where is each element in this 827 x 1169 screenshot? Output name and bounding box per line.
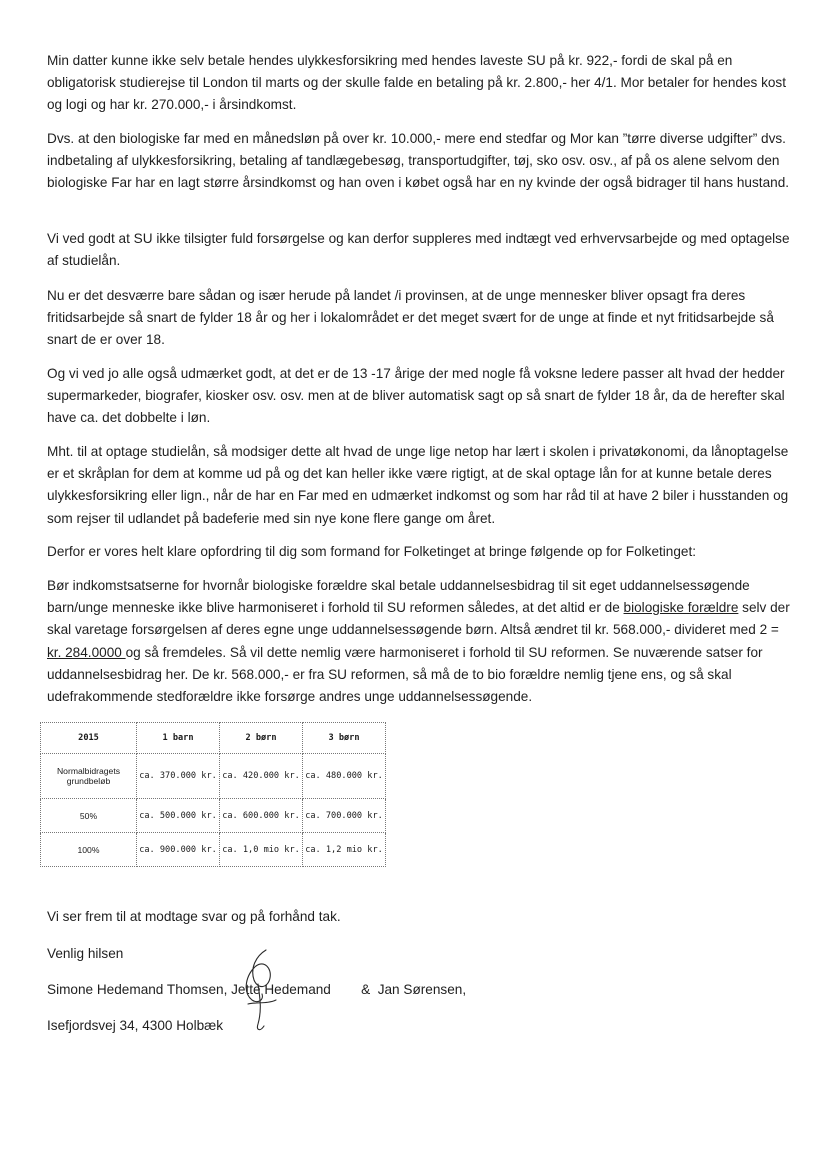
greeting: Venlig hilsen [47,946,124,961]
table-row [41,833,386,867]
table-header: 3 børn [303,723,386,754]
paragraph-6: Mht. til at optage studielån, så modsiger dette alt hvad de unge lige netop har lært i skolen i privatøkonomi, da lånoptagelse er et skråplan for dem at komme ud på og det kan heller ikke være rigtigt, at de skal optage lån for at kunne betale deres ulykkesforsikring eller lign., når de har en Far med en udmærket indkomst og som har råd til at have 2 biler i husstanden og som rejser til udlandet på badeferie med sin nye kone flere gange om året. [47,444,789,526]
paragraph-8 [47,575,792,708]
row-label: 100% [41,833,137,867]
underlined-biological-parents: biologiske forældre [623,600,739,616]
table-row [41,799,386,833]
table-cell: ca. 700.000 kr. [303,799,386,833]
table-cell: ca. 600.000 kr. [220,799,303,833]
paragraph-5: Og vi ved jo alle også udmærket godt, at det er de 13 -17 årige der med nogle få voksne ledere passer alt hvad der hedder supermarkeder, biografer, kiosker osv. osv. men at de bliver automatisk sagt op så snart de fylder 18 år, da de herefter skal have ca. det dobbelte i løn. [47,366,785,426]
paragraph-2: Dvs. at den biologiske far med en månedsløn på over kr. 10.000,- mere end stedfar og Mor kan ”tørre diverse udgifter” dvs. indbetaling af ulykkesforsikring, betaling af tandlægebesøg, transportudgifter, tøj, sko osv. osv., af på os alene selvom den biologiske Far har en lagt større årsindkomst og han oven i købet også har en ny kvinde der også bidrager til hans hustand. [47,131,790,191]
table-cell: ca. 1,0 mio kr. [220,833,303,867]
closing-line: Vi ser frem til at modtage svar og på forhånd tak. [47,909,341,924]
paragraph-7: Derfor er vores helt klare opfordring til dig som formand for Folketinget at bringe følgende op for Folketinget: [47,544,697,559]
underlined-amount: kr. 284.0000 [47,644,126,660]
table-cell: ca. 480.000 kr. [303,754,386,799]
table-cell: ca. 370.000 kr. [137,754,220,799]
table-header: 2015 [41,723,137,754]
row-label: Normalbidragets grundbeløb [41,754,137,799]
handwritten-signature [228,944,290,1036]
paragraph-3: Vi ved godt at SU ikke tilsigter fuld forsørgelse og kan derfor suppleres med indtægt ved erhvervsarbejde og med optagelse af studielån. [47,231,790,269]
paragraph-4: Nu er det desværre bare sådan og især herude på landet /i provinsen, at de unge mennesker bliver opsagt fra deres fritidsarbejde så snart de fylder 18 år og her i lokalområdet er det meget svært for de unge at finde et nyt fritidsarbejde så snart de er over 18. [47,288,774,348]
paragraph-1: Min datter kunne ikke selv betale hendes ulykkesforsikring med hendes laveste SU på kr. 922,- fordi de skal på en obligatorisk studierejse til London til marts og der skulle falde en betaling på kr. 2.800,- her 4/1. Mor betaler for hendes kost og logi og har kr. 270.000,- i årsindkomst. [47,53,787,113]
table-cell: ca. 900.000 kr. [137,833,220,867]
table-cell: ca. 1,2 mio kr. [303,833,386,867]
contribution-table [40,722,386,867]
table-cell: ca. 500.000 kr. [137,799,220,833]
row-label: 50% [41,799,137,833]
table-header: 1 barn [137,723,220,754]
table-header-row [41,723,386,754]
paragraph-8-part-b: selv der skal varetage forsørgelsen af deres egne unge uddannelsessøgende børn. Altså ændret til kr. 568.000,- divideret med 2 = [47,600,790,638]
table-cell: ca. 420.000 kr. [220,754,303,799]
paragraph-8-part-c: og så fremdeles. Så vil dette nemlig være harmoniseret i forhold til SU reformen. Se nuværende satser for uddannelsesbidrag her. De kr. 568.000,- er fra SU reformen, så må de to bio forældre nemlig tjene ens, og så skal udefrakommende stedforældre ikke forsørge andres unge uddannelsessøgende. [47,644,763,705]
table-row [41,754,386,799]
address: Isefjordsvej 34, 4300 Holbæk [47,1018,224,1033]
paragraph-8-part-a: Bør indkomstsatserne for hvornår biologiske forældre skal betale uddannelsesbidrag til sit eget uddannelsessøgende barn/unge menneske ikke blive harmoniseret i forhold til SU reformen således, at det altid er de [47,578,750,616]
table-header: 2 børn [220,723,303,754]
signatories: Simone Hedemand Thomsen, Jette Hedemand & Jan Sørensen, [47,982,467,997]
